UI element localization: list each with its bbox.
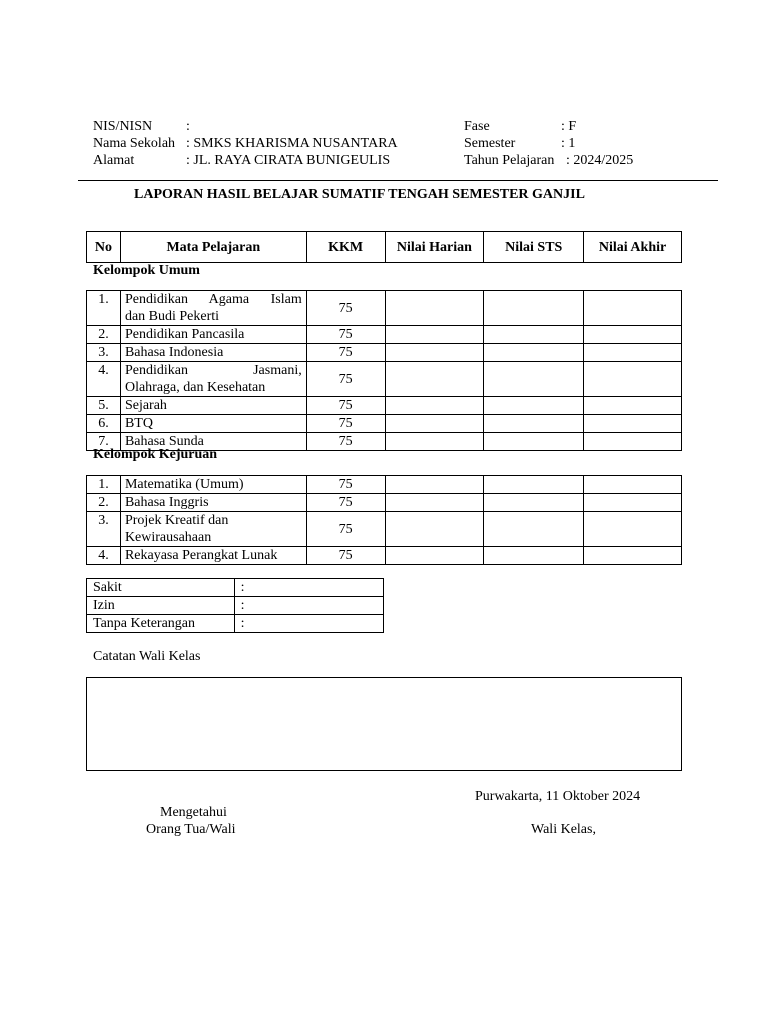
kkm-cell: 75 xyxy=(306,433,385,451)
row-number: 5. xyxy=(87,397,121,415)
table-row xyxy=(87,326,682,344)
phase-label: Fase xyxy=(464,119,490,134)
table-row xyxy=(87,476,682,494)
table-row xyxy=(87,397,682,415)
sts-score-cell[interactable] xyxy=(484,326,584,344)
col-header-subject: Mata Pelajaran xyxy=(120,232,306,263)
subject-line: Projek Kreatif dan xyxy=(124,513,229,528)
final-score-cell[interactable] xyxy=(584,476,682,494)
daily-score-cell[interactable] xyxy=(385,362,484,397)
daily-score-cell[interactable] xyxy=(385,291,484,326)
subject-cell: BTQ xyxy=(120,415,306,433)
attendance-value[interactable]: : xyxy=(234,615,383,633)
kkm-cell: 75 xyxy=(306,344,385,362)
table-row xyxy=(87,415,682,433)
kkm-cell: 75 xyxy=(306,326,385,344)
table-row xyxy=(87,512,682,547)
subject-cell: Pendidikan Pancasila xyxy=(120,326,306,344)
sts-score-cell[interactable] xyxy=(484,547,584,565)
notes-label: Catatan Wali Kelas xyxy=(93,649,201,664)
subject-cell: Sejarah xyxy=(120,397,306,415)
col-header-final-score: Nilai Akhir xyxy=(584,232,682,263)
subject-cell xyxy=(120,512,306,547)
row-number: 7. xyxy=(87,433,121,451)
daily-score-cell[interactable] xyxy=(385,494,484,512)
daily-score-cell[interactable] xyxy=(385,476,484,494)
daily-score-cell[interactable] xyxy=(385,326,484,344)
final-score-cell[interactable] xyxy=(584,512,682,547)
row-number: 3. xyxy=(87,512,121,547)
table-row xyxy=(87,344,682,362)
kkm-cell: 75 xyxy=(306,291,385,326)
subject-line: Pendidikan Agama Islam xyxy=(124,292,302,307)
row-number: 6. xyxy=(87,415,121,433)
subject-cell: Matematika (Umum) xyxy=(120,476,306,494)
report-title: LAPORAN HASIL BELAJAR SUMATIF TENGAH SEMESTER GANJIL xyxy=(134,187,585,202)
table-row xyxy=(87,615,384,633)
phase-value: : F xyxy=(561,119,577,134)
sts-score-cell[interactable] xyxy=(484,362,584,397)
row-number: 1. xyxy=(87,476,121,494)
subject-cell xyxy=(120,291,306,326)
final-score-cell[interactable] xyxy=(584,291,682,326)
subject-cell: Rekayasa Perangkat Lunak xyxy=(120,547,306,565)
table-row xyxy=(87,547,682,565)
attendance-value[interactable]: : xyxy=(234,597,383,615)
kkm-cell: 75 xyxy=(306,547,385,565)
semester-label: Semester xyxy=(464,136,516,151)
attendance-label: Sakit xyxy=(87,579,235,597)
academic-year-value: : 2024/2025 xyxy=(566,153,634,168)
grades-table-kejuruan xyxy=(86,475,682,565)
table-row xyxy=(87,494,682,512)
school-name-value: : SMKS KHARISMA NUSANTARA xyxy=(186,136,398,151)
sts-score-cell[interactable] xyxy=(484,512,584,547)
sts-score-cell[interactable] xyxy=(484,494,584,512)
subject-cell xyxy=(120,362,306,397)
table-row xyxy=(87,597,384,615)
daily-score-cell[interactable] xyxy=(385,397,484,415)
final-score-cell[interactable] xyxy=(584,362,682,397)
sts-score-cell[interactable] xyxy=(484,476,584,494)
row-number: 2. xyxy=(87,494,121,512)
row-number: 2. xyxy=(87,326,121,344)
kkm-cell: 75 xyxy=(306,397,385,415)
final-score-cell[interactable] xyxy=(584,344,682,362)
table-row xyxy=(87,362,682,397)
parent-guardian-label: Orang Tua/Wali xyxy=(146,822,236,837)
sts-score-cell[interactable] xyxy=(484,415,584,433)
final-score-cell[interactable] xyxy=(584,415,682,433)
row-number: 4. xyxy=(87,547,121,565)
kkm-cell: 75 xyxy=(306,362,385,397)
final-score-cell[interactable] xyxy=(584,433,682,451)
final-score-cell[interactable] xyxy=(584,547,682,565)
header-divider xyxy=(78,180,718,181)
subject-cell: Bahasa Inggris xyxy=(120,494,306,512)
academic-year-label: Tahun Pelajaran xyxy=(464,153,555,168)
row-number: 1. xyxy=(87,291,121,326)
col-header-kkm: KKM xyxy=(306,232,385,263)
attendance-value[interactable]: : xyxy=(234,579,383,597)
sts-score-cell[interactable] xyxy=(484,291,584,326)
group-label-kejuruan: Kelompok Kejuruan xyxy=(93,447,218,462)
group-label-umum: Kelompok Umum xyxy=(93,263,200,278)
daily-score-cell[interactable] xyxy=(385,547,484,565)
subject-line: dan Budi Pekerti xyxy=(124,309,220,324)
kkm-cell: 75 xyxy=(306,476,385,494)
subject-line: Pendidikan Jasmani, xyxy=(124,363,302,378)
sts-score-cell[interactable] xyxy=(484,397,584,415)
subject-cell: Bahasa Indonesia xyxy=(120,344,306,362)
school-name-label: Nama Sekolah xyxy=(93,136,176,151)
final-score-cell[interactable] xyxy=(584,397,682,415)
row-number: 3. xyxy=(87,344,121,362)
nis-label: NIS/NISN xyxy=(93,119,153,134)
subject-line: Olahraga, dan Kesehatan xyxy=(124,380,266,395)
col-header-no: No xyxy=(87,232,121,263)
homeroom-notes-box[interactable] xyxy=(86,677,682,771)
kkm-cell: 75 xyxy=(306,415,385,433)
attendance-label: Izin xyxy=(87,597,235,615)
sts-score-cell[interactable] xyxy=(484,344,584,362)
grades-table-umum xyxy=(86,290,682,451)
place-date: Purwakarta, 11 Oktober 2024 xyxy=(475,789,641,804)
subject-cell: Bahasa Sunda xyxy=(120,433,306,451)
parent-acknowledge-label: Mengetahui xyxy=(160,805,227,820)
daily-score-cell[interactable] xyxy=(385,433,484,451)
final-score-cell[interactable] xyxy=(584,326,682,344)
address-value: : JL. RAYA CIRATA BUNIGEULIS xyxy=(186,153,391,168)
attendance-table xyxy=(86,578,384,633)
kkm-cell: 75 xyxy=(306,512,385,547)
address-label: Alamat xyxy=(93,153,135,168)
homeroom-teacher-label: Wali Kelas, xyxy=(531,822,596,837)
daily-score-cell[interactable] xyxy=(385,512,484,547)
row-number: 4. xyxy=(87,362,121,397)
nis-value: : xyxy=(186,119,190,134)
col-header-daily-score: Nilai Harian xyxy=(385,232,484,263)
sts-score-cell[interactable] xyxy=(484,433,584,451)
attendance-label: Tanpa Keterangan xyxy=(87,615,235,633)
col-header-sts-score: Nilai STS xyxy=(484,232,584,263)
final-score-cell[interactable] xyxy=(584,494,682,512)
table-row xyxy=(87,291,682,326)
daily-score-cell[interactable] xyxy=(385,344,484,362)
subject-line: Kewirausahaan xyxy=(124,530,212,545)
grades-table-header xyxy=(86,231,682,263)
semester-value: : 1 xyxy=(561,136,576,151)
daily-score-cell[interactable] xyxy=(385,415,484,433)
kkm-cell: 75 xyxy=(306,494,385,512)
table-row xyxy=(87,579,384,597)
